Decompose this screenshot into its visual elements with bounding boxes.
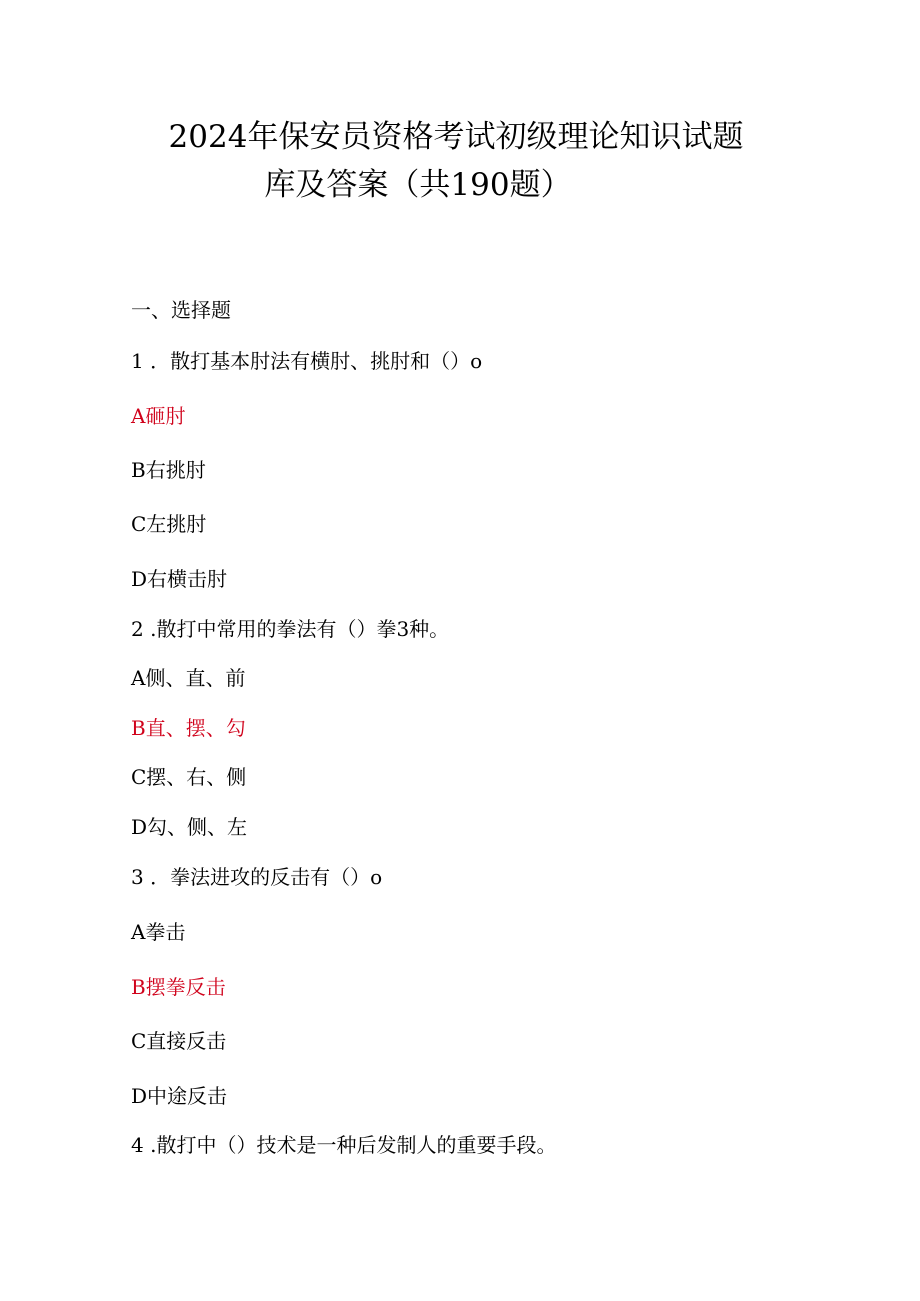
question-3-option-b-answer: B摆拳反击: [131, 975, 226, 999]
question-3-option-a: A拳击: [131, 920, 186, 944]
question-1-option-b: B右挑肘: [131, 458, 206, 482]
question-3-option-c: C直接反击: [131, 1029, 227, 1053]
question-3-option-d: D中途反击: [131, 1084, 228, 1108]
question-2-option-d: D勾、侧、左: [131, 815, 248, 839]
question-1-option-d: D右横击肘: [131, 567, 228, 591]
question-4-stem: 4 .散打中（）技术是一种后发制人的重要手段。: [131, 1133, 557, 1157]
document-title-line-1: 2024年保安员资格考试初级理论知识试题: [168, 119, 744, 155]
question-2-option-b-answer: B直、摆、勾: [131, 716, 246, 740]
question-1-stem: 1 ．散打基本肘法有横肘、挑肘和（）o: [131, 349, 483, 373]
question-2-stem: 2 .散打中常用的拳法有（）拳3种。: [131, 617, 450, 641]
question-1-option-c: C左挑肘: [131, 512, 207, 536]
document-title-line-2: 库及答案（共190题）: [264, 167, 572, 203]
question-3-stem: 3 ．拳法进攻的反击有（）o: [131, 865, 383, 889]
question-2-option-c: C摆、右、侧: [131, 765, 247, 789]
question-2-option-a: A侧、直、前: [131, 666, 246, 690]
section-heading: 一、选择题: [131, 298, 231, 322]
question-1-option-a-answer: A砸肘: [131, 404, 186, 428]
